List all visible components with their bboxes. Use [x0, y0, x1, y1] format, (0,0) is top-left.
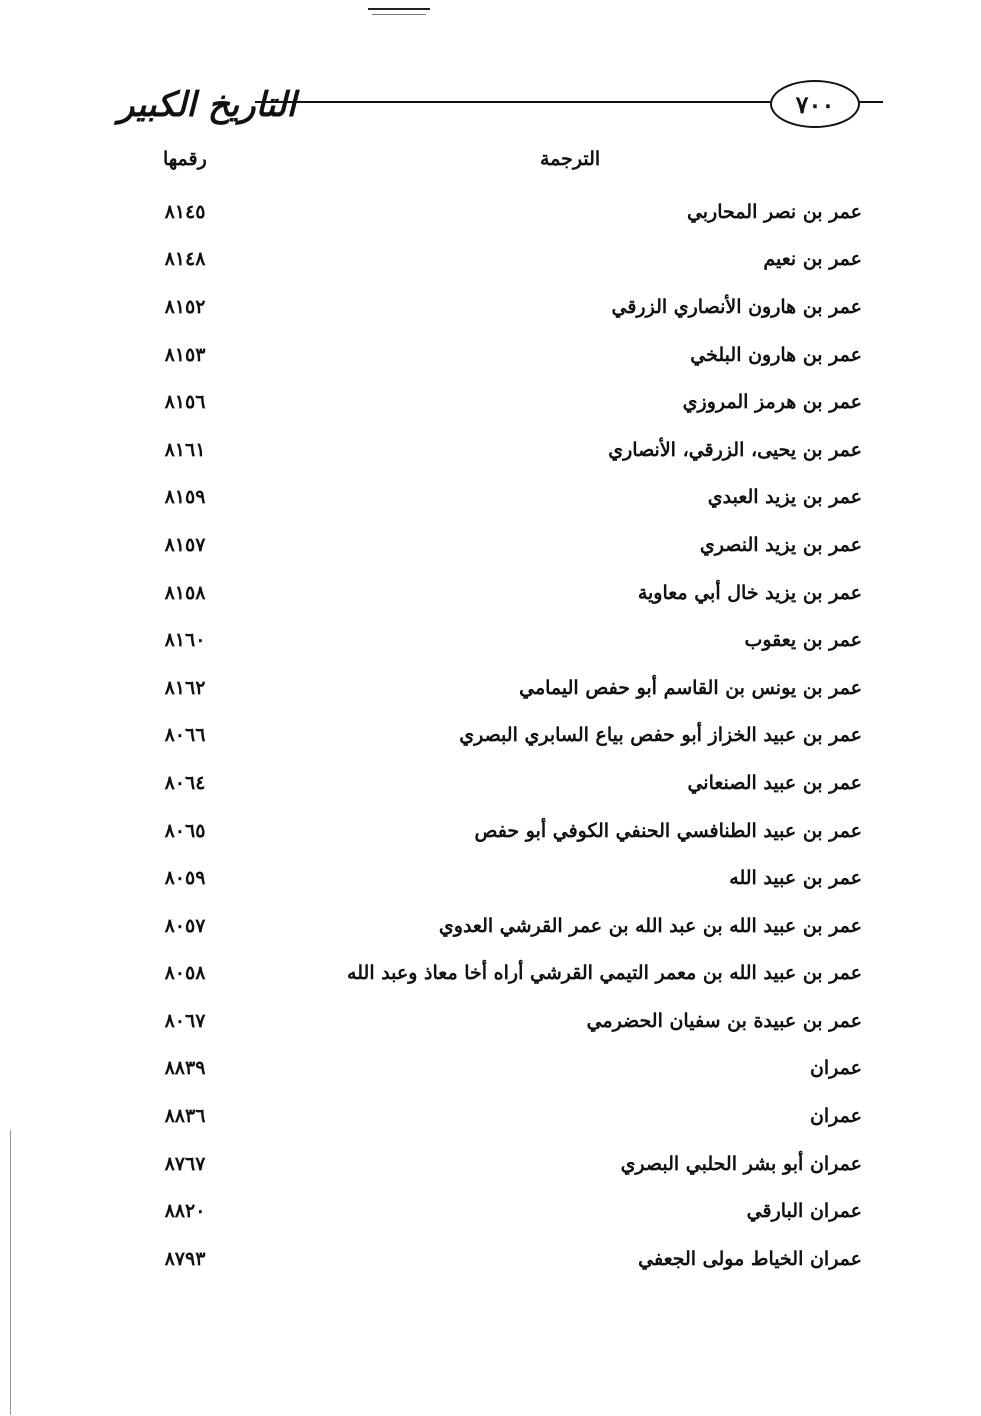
column-header-entry: الترجمة	[540, 148, 601, 170]
entry-number: ٨١٦١	[164, 438, 206, 461]
entry-name: عمر بن عبيد الطنافسي الحنفي الكوفي أبو حفص	[474, 819, 862, 842]
entry-name: عمران أبو بشر الحلبي البصري	[620, 1152, 862, 1175]
entry-name: عمر بن نعيم	[763, 248, 862, 271]
entry-number: ٨٧٦٧	[164, 1152, 206, 1175]
book-title: التاريخ الكبير	[118, 85, 296, 125]
list-item	[150, 1092, 862, 1140]
entry-number: ٨٧٩٣	[164, 1247, 206, 1270]
page-header	[110, 76, 870, 136]
entry-number: ٨١٤٥	[164, 200, 206, 223]
entry-name: عمر بن يعقوب	[744, 629, 862, 652]
top-rule	[368, 8, 430, 10]
entry-number: ٨١٥٢	[164, 295, 206, 318]
entry-number: ٨٠٦٥	[164, 819, 206, 842]
top-rule-thin	[372, 14, 426, 15]
list-item	[150, 807, 862, 855]
entry-name: عمر بن عبيد الله بن عبد الله بن عمر القرشي العدوي	[438, 914, 862, 937]
list-item	[150, 759, 862, 807]
entry-number: ٨٨٣٩	[164, 1057, 206, 1080]
entry-name: عمر بن عبيد الله بن معمر التيمي القرشي أراه أخا معاذ وعبد الله	[347, 962, 862, 985]
entry-name: عمر بن يونس بن القاسم أبو حفص اليمامي	[519, 676, 862, 699]
list-item	[150, 1235, 862, 1283]
list-item	[150, 1187, 862, 1235]
entry-number: ٨٨٣٦	[164, 1105, 206, 1128]
entry-name: عمران	[809, 1057, 862, 1080]
entry-number: ٨١٥٣	[164, 343, 206, 366]
entry-name: عمر بن يزيد النصري	[699, 533, 862, 556]
list-item	[150, 188, 862, 236]
margin-line	[10, 1130, 11, 1415]
index-list	[150, 188, 862, 1283]
entry-number: ٨٠٥٩	[164, 867, 206, 890]
list-item	[150, 331, 862, 379]
entry-name: عمر بن عبيد الخزاز أبو حفص بياع السابري البصري	[459, 724, 862, 747]
list-item	[150, 712, 862, 760]
entry-number: ٨٠٦٤	[164, 771, 206, 794]
list-item	[150, 950, 862, 998]
list-item	[150, 1045, 862, 1093]
entry-number: ٨١٦٢	[164, 676, 206, 699]
entry-name: عمر بن عبيدة بن سفيان الحضرمي	[586, 1009, 862, 1032]
column-header-number: رقمها	[163, 148, 207, 170]
entry-number: ٨١٥٨	[164, 581, 206, 604]
entry-number: ٨١٥٩	[164, 486, 206, 509]
list-item	[150, 521, 862, 569]
entry-number: ٨٠٦٧	[164, 1009, 206, 1032]
entry-name: عمر بن نصر المحاربي	[686, 200, 862, 223]
list-item	[150, 997, 862, 1045]
entry-number: ٨١٤٨	[164, 248, 206, 271]
entry-name: عمر بن عبيد الصنعاني	[687, 771, 862, 794]
entry-number: ٨٠٥٨	[164, 962, 206, 985]
page-number: ٧٠٠	[770, 80, 860, 128]
entry-number: ٨٨٢٠	[164, 1200, 206, 1223]
list-item	[150, 569, 862, 617]
entry-name: عمران البارقي	[746, 1200, 862, 1223]
list-item	[150, 854, 862, 902]
entry-name: عمران	[809, 1105, 862, 1128]
list-item	[150, 664, 862, 712]
list-item	[150, 1140, 862, 1188]
entry-name: عمر بن يحيى، الزرقي، الأنصاري	[608, 438, 862, 461]
entry-number: ٨١٦٠	[164, 629, 206, 652]
entry-name: عمر بن هارون البلخي	[690, 343, 862, 366]
list-item	[150, 236, 862, 284]
list-item	[150, 378, 862, 426]
list-item	[150, 616, 862, 664]
entry-name: عمران الخياط مولى الجعفي	[638, 1247, 862, 1270]
entry-number: ٨١٥٦	[164, 391, 206, 414]
list-item	[150, 283, 862, 331]
entry-name: عمر بن يزيد العبدي	[707, 486, 862, 509]
list-item	[150, 426, 862, 474]
entry-name: عمر بن هرمز المروزي	[682, 391, 862, 414]
entry-number: ٨١٥٧	[164, 533, 206, 556]
entry-number: ٨٠٦٦	[164, 724, 206, 747]
list-item	[150, 474, 862, 522]
entry-name: عمر بن يزيد خال أبي معاوية	[637, 581, 862, 604]
list-item	[150, 902, 862, 950]
entry-name: عمر بن هارون الأنصاري الزرقي	[611, 295, 862, 318]
entry-number: ٨٠٥٧	[164, 914, 206, 937]
entry-name: عمر بن عبيد الله	[729, 867, 862, 890]
